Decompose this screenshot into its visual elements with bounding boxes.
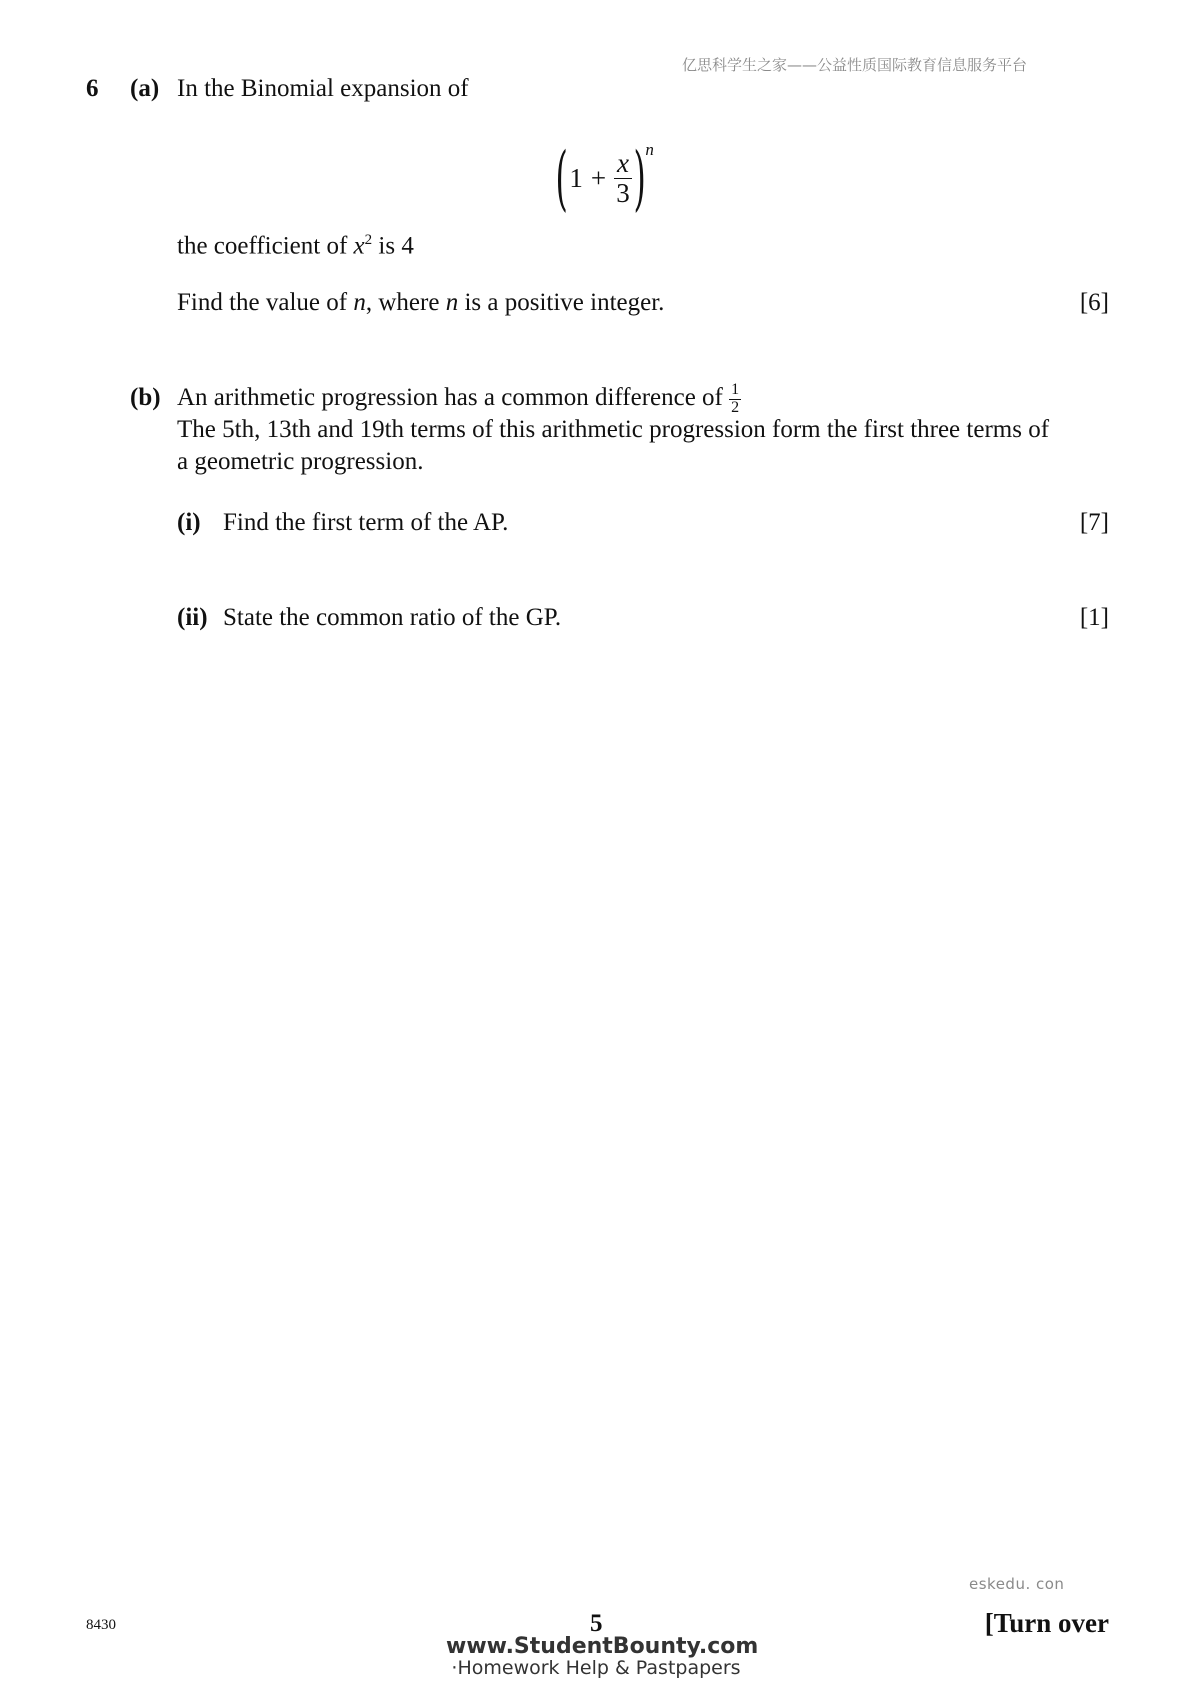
find-n-line (177, 287, 664, 319)
turn-over: [Turn over (984, 1608, 1109, 1638)
marks-b-ii: [1] (1079, 604, 1109, 631)
paper-code: 8430 (86, 1617, 116, 1633)
formula-plus: + (590, 162, 607, 193)
part-b-line-1-text: An arithmetic progression has a common difference of (177, 384, 730, 412)
part-a-label: (a) (130, 75, 160, 102)
question-number: 6 (86, 75, 99, 102)
sub-i-label: (i) (177, 509, 201, 536)
page-number: 5 (590, 1610, 603, 1637)
coef-power: 2 (364, 232, 373, 248)
find-text-2: , where (365, 289, 446, 316)
part-b-line-1 (177, 382, 741, 417)
watermark-top: 亿思科学生之家——公益性质国际教育信息服务平台 (682, 56, 1028, 74)
coef-prefix: the coefficient of (177, 232, 354, 260)
half-numerator: 1 (731, 381, 740, 398)
sub-i-text: Find the first term of the AP. (223, 509, 509, 536)
marks-a: [6] (1079, 289, 1109, 316)
right-paren: ) (633, 137, 646, 219)
half-fraction (729, 382, 741, 417)
formula-denominator: 3 (616, 177, 630, 208)
left-paren: ( (555, 137, 568, 219)
sub-ii-label: (ii) (177, 604, 208, 631)
find-n-2: n (445, 289, 459, 316)
half-denominator: 2 (731, 398, 740, 416)
watermark-bottom: eskedu. con (969, 1575, 1065, 1593)
formula-one: 1 (569, 162, 583, 193)
coefficient-line (177, 224, 414, 262)
studentbounty-logo (446, 1634, 759, 1679)
part-a-intro: In the Binomial expansion of (177, 75, 469, 102)
find-text-3: is a positive integer. (458, 289, 665, 316)
formula-exponent: n (645, 140, 654, 159)
sub-ii-text: State the common ratio of the GP. (223, 604, 562, 631)
coef-var: x (353, 232, 365, 260)
part-b-line-2: The 5th, 13th and 19th terms of this arithmetic progression form the first three terms of (177, 416, 1050, 443)
binomial-formula (548, 137, 654, 219)
find-n-1: n (353, 289, 366, 316)
formula-fraction (614, 149, 632, 207)
find-text-1: Find the value of (177, 289, 354, 316)
part-b-line-3: a geometric progression. (177, 448, 424, 475)
studentbounty-tagline: ·Homework Help & Pastpapers (451, 1657, 741, 1679)
coef-suffix: is 4 (372, 232, 414, 260)
marks-b-i: [7] (1079, 509, 1109, 536)
studentbounty-url: www.StudentBounty.com (446, 1634, 759, 1659)
formula-numerator: x (614, 149, 632, 178)
part-b-label: (b) (130, 384, 161, 411)
